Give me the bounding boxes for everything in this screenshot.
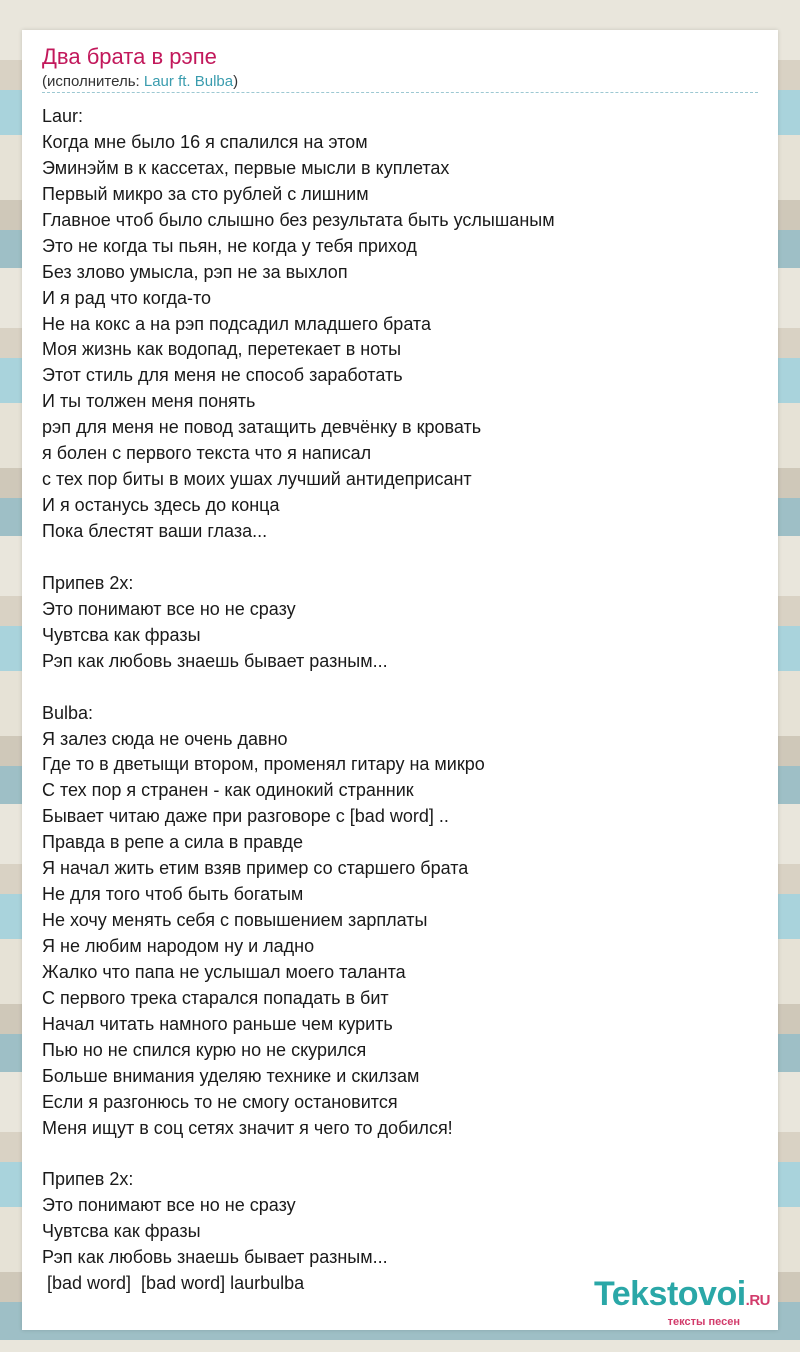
artist-line [42, 73, 238, 90]
lyric-line: Бывает читаю даже при разговоре с [bad word] .. [42, 806, 449, 827]
lyric-line: рэп для меня не повод затащить девчёнку в кровать [42, 417, 482, 438]
artist-prefix: (исполнитель: [42, 73, 144, 90]
lyric-line: И я рад что когда-то [42, 287, 212, 308]
site-logo[interactable] [594, 1277, 770, 1328]
lyric-line: Чувтсва как фразы [42, 1221, 201, 1242]
artist-link[interactable]: Laur ft. Bulba [143, 73, 234, 90]
lyric-line: С тех пор я странен - как одинокий странник [42, 780, 414, 801]
song-title: Два брата в рэпе [42, 44, 217, 69]
logo-tld: .RU [745, 1292, 770, 1309]
logo-wordmark [594, 1277, 770, 1318]
lyric-line: И ты толжен меня понять [42, 391, 256, 412]
lyric-line [42, 675, 758, 701]
lyric-line: Если я разгонюсь то не смогу остановится [42, 1091, 398, 1112]
lyric-line: Я не любим народом ну и ладно [42, 936, 315, 956]
lyric-line: Это понимают все но не сразу [42, 598, 296, 619]
lyric-line: Пока блестят ваши глаза... [42, 521, 268, 541]
lyric-line: Правда в репе а сила в правде [42, 832, 303, 853]
lyric-line: Рэп как любовь знаешь бывает разным... [42, 1247, 388, 1268]
lyric-line: Жалко что папа не услышал моего таланта [42, 961, 406, 982]
lyric-line: Главное чтоб было слышно без результата быть услышаным [42, 209, 555, 230]
lyric-line: Я залез сюда не очень давно [42, 728, 288, 749]
lyric-line: Чувтсва как фразы [42, 624, 201, 645]
lyric-line: Это понимают все но не сразу [42, 1195, 296, 1216]
lyric-line: С первого трека старался попадать в бит [42, 987, 389, 1008]
lyric-line: Меня ищут в соц сетях значит я чего то добился! [42, 1117, 453, 1138]
lyric-line: [bad word] [bad word] laurbulba [42, 1273, 305, 1294]
artist-suffix: ) [233, 73, 239, 90]
lyric-line: Начал читать намного раньше чем курить [42, 1013, 393, 1034]
lyric-line: Этот стиль для меня не способ заработать [42, 365, 403, 386]
lyric-line: Без злово умысла, рэп не за выхлоп [42, 261, 348, 282]
lyric-line: Не хочу менять себя с повышением зарплаты [42, 910, 428, 931]
lyric-line [42, 1142, 758, 1168]
logo-tagline: тексты песен [667, 1316, 740, 1328]
lyric-line: Laur: [42, 106, 84, 126]
lyric-line: Больше внимания уделяю технике и скилзам [42, 1065, 420, 1086]
lyric-line: Припев 2х: [42, 1169, 134, 1190]
lyric-line: Не для того чтоб быть богатым [42, 884, 304, 905]
lyric-line: я болен с первого текста что я написал [42, 443, 372, 464]
logo-name: Tekstovoi [593, 1275, 746, 1313]
lyric-line: Не на кокс а на рэп подсадил младшего брата [42, 313, 431, 334]
lyric-line: Припев 2х: [42, 572, 134, 593]
lyric-line: Когда мне было 16 я спалился на этом [42, 131, 368, 152]
lyric-line: И я останусь здесь до конца [42, 495, 280, 516]
title-divider [42, 92, 758, 93]
lyric-line: Эминэйм в к кассетах, первые мысли в куплетах [42, 157, 450, 178]
lyric-line: Первый микро за сто рублей с лишним [42, 183, 369, 204]
lyric-line [42, 545, 758, 571]
lyrics-card [22, 30, 778, 1330]
lyric-line: Пью но не спился курю но не скурился [42, 1039, 367, 1060]
lyric-line: Где то в дветыщи втором, променял гитару на микро [42, 754, 485, 775]
lyric-line: Bulba: [42, 702, 94, 723]
lyric-line: с тех пор биты в моих ушах лучший антидеприсант [42, 469, 472, 490]
lyrics-text [42, 104, 758, 1297]
lyric-line: Это не когда ты пьян, не когда у тебя приход [42, 235, 417, 256]
lyric-line: Моя жизнь как водопад, перетекает в ноты [42, 339, 402, 360]
lyric-line: Рэп как любовь знаешь бывает разным... [42, 650, 388, 671]
lyric-line: Я начал жить етим взяв пример со старшего брата [42, 858, 469, 879]
